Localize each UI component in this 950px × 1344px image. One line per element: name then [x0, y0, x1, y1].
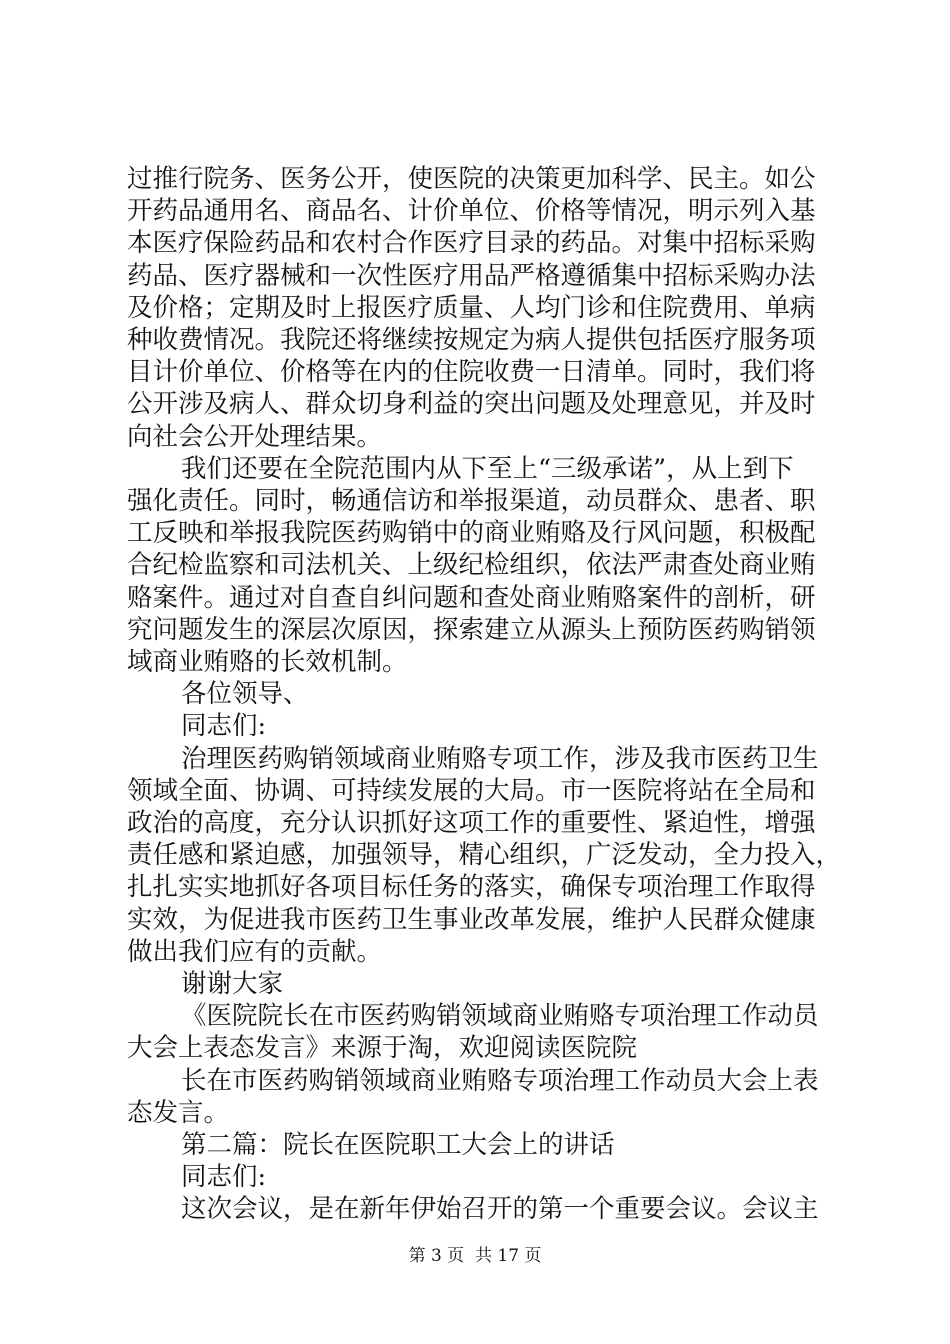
text-line: 各位领导、 [181, 679, 309, 710]
text-line: 做出我们应有的贡献。 [127, 936, 383, 967]
text-line: 向社会公开处理结果。 [127, 421, 383, 452]
text-line: 政治的高度，充分认识抓好这项工作的重要性、紧迫性，增强 [127, 808, 816, 838]
text-line: 实效，为促进我市医药卫生事业改革发展，维护人民群众健康 [127, 904, 816, 935]
text-line: 谢谢大家 [181, 969, 284, 999]
text-line: 开药品通用名、商品名、计价单位、价格等情况，明示列入基 [127, 196, 816, 227]
text-line: 域商业贿赂的长效机制。 [127, 647, 408, 677]
text-line: 扎扎实实地抓好各项目标任务的落实，确保专项治理工作取得 [127, 872, 816, 903]
text-line: 本医疗保险药品和农村合作医疗目录的药品。对集中招标采购 [127, 228, 816, 259]
text-line: 我们还要在全院范围内从下至上“三级承诺”，从上到下 [181, 453, 794, 484]
text-line: 领域全面、协调、可持续发展的大局。市一医院将站在全局和 [127, 775, 816, 806]
text-line: 大会上表态发言》来源于淘，欢迎阅读医院院 [127, 1033, 638, 1064]
text-line: 种收费情况。我院还将继续按规定为病人提供包括医疗服务项 [127, 325, 816, 355]
text-line: 治理医药购销领域商业贿赂专项工作，涉及我市医药卫生 [181, 743, 819, 774]
text-line: 及价格；定期及时上报医疗质量、人均门诊和住院费用、单病 [127, 292, 816, 323]
text-line: 责任感和紧迫感，加强领导，精心组织，广泛发动，全力投入， [127, 840, 842, 871]
text-line: 工反映和举报我院医药购销中的商业贿赂及行风问题，积极配 [127, 518, 816, 549]
text-line: 第二篇：院长在医院职工大会上的讲话 [181, 1130, 615, 1160]
page-footer [0, 1241, 950, 1271]
page-number-label: 第 3 页 共 17 页 [408, 1246, 542, 1266]
text-line: 药品、医疗器械和一次性医疗用品严格遵循集中招标采购办法 [127, 260, 816, 291]
text-line: 同志们: [181, 1162, 267, 1193]
text-line: 公开涉及病人、群众切身利益的突出问题及处理意见，并及时 [127, 389, 816, 420]
text-line: 究问题发生的深层次原因，探索建立从源头上预防医药购销领 [127, 614, 816, 645]
text-line: 这次会议，是在新年伊始召开的第一个重要会议。会议主 [181, 1194, 819, 1225]
text-line: 强化责任。同时，畅通信访和举报渠道，动员群众、患者、职 [127, 486, 816, 516]
text-line: 赂案件。通过对自查自纠问题和查处商业贿赂案件的剖析，研 [127, 582, 816, 613]
text-line: 同志们: [181, 711, 267, 742]
text-line: 目计价单位、价格等在内的住院收费一日清单。同时，我们将 [127, 357, 816, 388]
text-line: 《医院院长在市医药购销领域商业贿赂专项治理工作动员 [181, 1001, 819, 1032]
text-line: 长在市医药购销领域商业贿赂专项治理工作动员大会上表 [181, 1065, 819, 1096]
text-line: 过推行院务、医务公开，使医院的决策更加科学、民主。如公 [127, 164, 816, 194]
text-line: 态发言。 [127, 1097, 230, 1128]
text-line: 合纪检监察和司法机关、上级纪检组织，依法严肃查处商业贿 [127, 550, 816, 581]
